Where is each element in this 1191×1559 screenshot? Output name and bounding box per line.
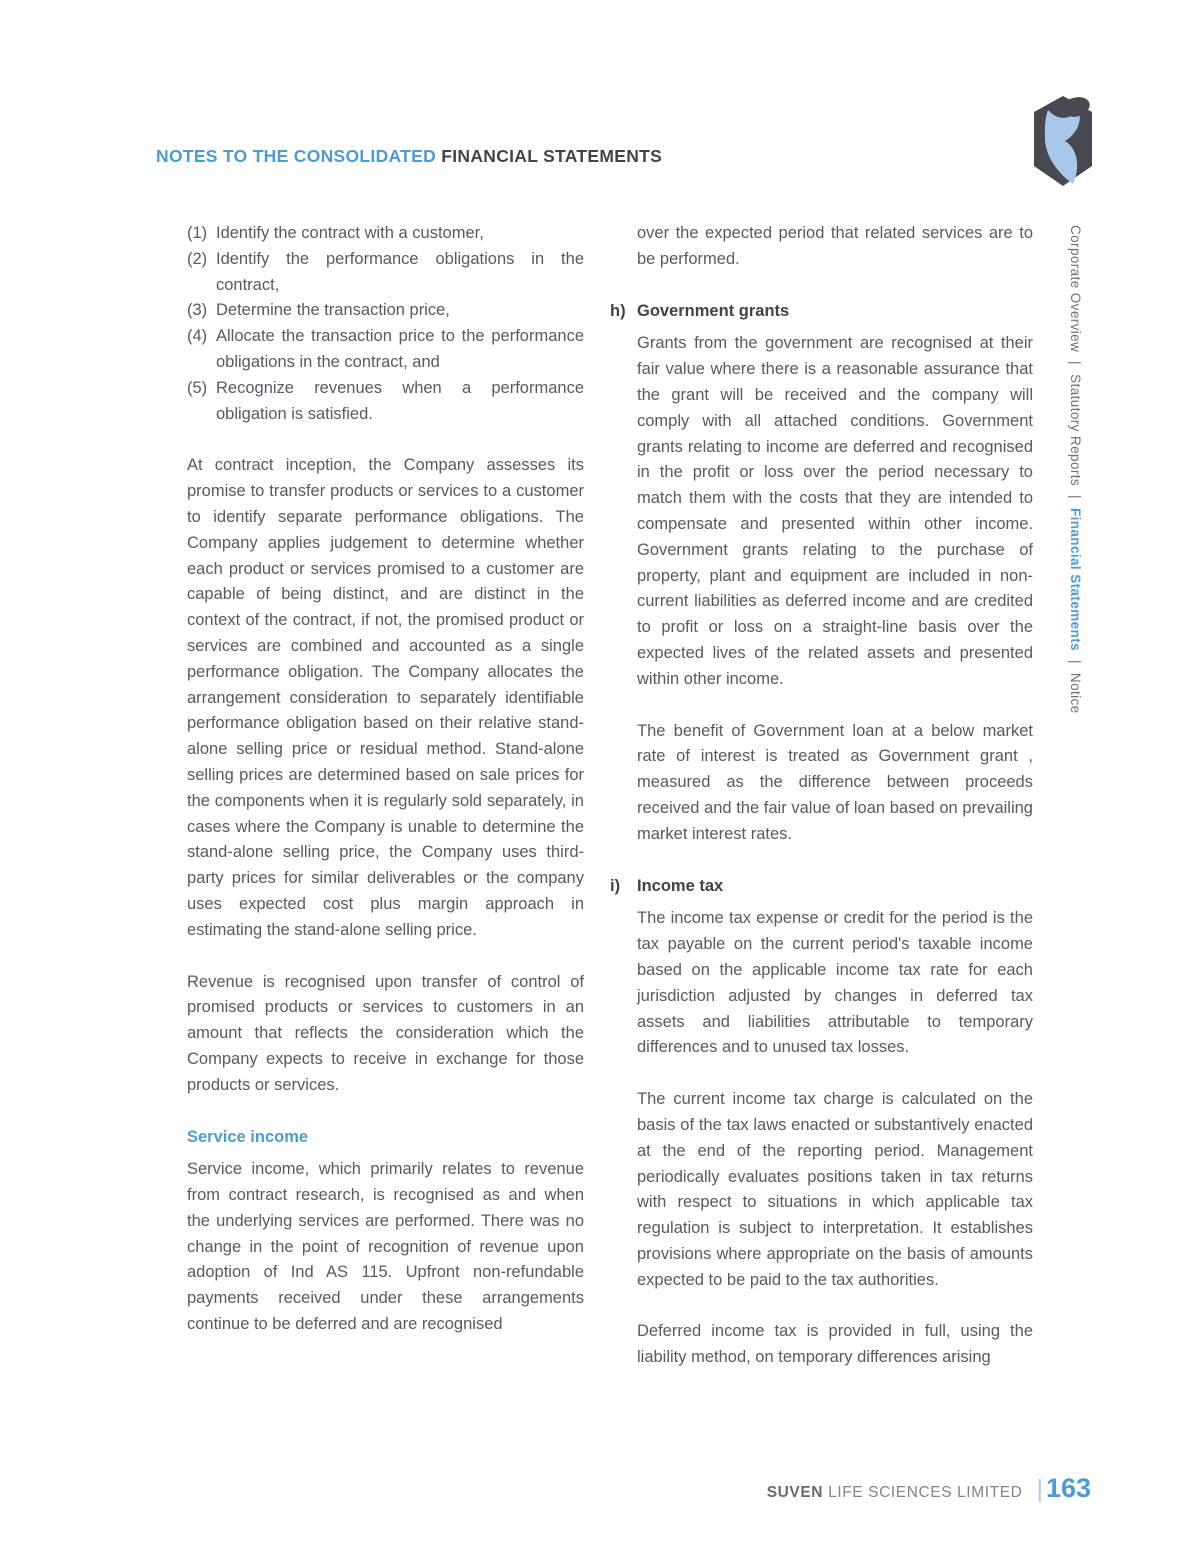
sidebar-item-financial-statements: Financial Statements bbox=[1068, 507, 1083, 651]
paragraph-grants: Grants from the government are recognised at their fair value where there is a reasonable assurance that the grant will be received and the company will comply with all attached conditions. Government grants relating to income are deferred and recognised in the profit or loss over the period necessary to match them with the costs that they are intended to compensate and presented within other income. Government grants relating to the purchase of property, plant and equipment are included in non-current liabilities as deferred income and are credited to profit or loss on a straight-line basis over the expected lives of the related assets and presented within other income. bbox=[637, 334, 1033, 688]
section-heading-label: Income tax bbox=[637, 876, 724, 895]
section-body-government-grants bbox=[610, 331, 1033, 847]
list-item-text: Identify the contract with a customer, bbox=[216, 224, 484, 242]
paragraph-revenue-recognition: Revenue is recognised upon transfer of control of promised products or services to customers in an amount that reflects the consideration which the Company expects to receive in exchange for those products or services. bbox=[187, 972, 584, 1094]
sidebar-separator: | bbox=[1068, 660, 1083, 664]
list-item bbox=[187, 221, 584, 247]
sidebar-separator: | bbox=[1068, 361, 1083, 366]
paragraph-contract-inception: At contract inception, the Company assesses its promise to transfer products or services to a customer to identify separate performance obligations. The Company applies judgement to determine whether each product or services promised to a customer are capable of being distinct, and are distinct in the context of the contract, if not, the promised product or services are combined and accounted as a single performance obligation. The Company allocates the arrangement consideration to separately identifiable performance obligation based on their relative stand-alone selling price or residual method. Stand-alone selling prices are determined based on sale prices for the components when it is regularly sold separately, in cases where the Company is unable to determine the stand-alone selling price, the Company uses third-party prices for similar deliverables or the company uses expected cost plus margin approach in estimating the stand-alone selling price. bbox=[187, 456, 584, 939]
sidebar-separator: | bbox=[1068, 495, 1083, 499]
section-heading-income-tax bbox=[610, 874, 1033, 900]
page-number: 163 bbox=[1045, 1473, 1091, 1503]
section-letter: i) bbox=[610, 876, 621, 895]
list-item bbox=[187, 298, 584, 324]
paragraph-current-tax: The current income tax charge is calculated on the basis of the tax laws enacted or substantively enacted at the end of the reporting period. Management periodically evaluates positions taken in tax returns with respect to situations in which applicable tax regulation is subject to interpretation. It establishes provisions where appropriate on the basis of amounts expected to be paid to the tax authorities. bbox=[637, 1090, 1033, 1289]
list-item-number: (1) bbox=[187, 224, 208, 242]
list-item-text: Recognize revenues when a performance obligation is satisfied. bbox=[216, 378, 584, 423]
list-item-text: Allocate the transaction price to the performance obligations in the contract, and bbox=[216, 327, 584, 371]
sidebar-item-statutory-reports: Statutory Reports bbox=[1068, 374, 1083, 487]
left-text-column bbox=[187, 221, 584, 1338]
footer-company-name-light: LIFE SCIENCES LIMITED bbox=[828, 1484, 1023, 1501]
footer-divider: | bbox=[1036, 1475, 1043, 1503]
list-item-text: Determine the transaction price, bbox=[216, 301, 450, 320]
service-income-heading: Service income bbox=[187, 1127, 309, 1146]
right-text-column bbox=[610, 221, 1033, 1371]
list-item-number: (3) bbox=[187, 301, 208, 320]
list-item bbox=[187, 247, 584, 299]
paragraph-carryover: over the expected period that related services are to be performed. bbox=[637, 224, 1033, 268]
suven-logo-icon bbox=[1031, 94, 1095, 188]
list-item-text: Identify the performance obligations in the contract, bbox=[216, 249, 584, 294]
page-title-dark-part: FINANCIAL STATEMENTS bbox=[441, 146, 663, 166]
page-title-blue-part: NOTES TO THE CONSOLIDATED bbox=[156, 146, 442, 166]
section-letter: h) bbox=[610, 301, 626, 320]
paragraph-tax-expense: The income tax expense or credit for the period is the tax payable on the current period's taxable income based on the applicable income tax rate for each jurisdiction adjusted by changes in deferred tax assets and liabilities attributable to temporary differences and to unused tax losses. bbox=[637, 909, 1033, 1057]
sidebar-item-notice: Notice bbox=[1068, 672, 1083, 714]
list-item-number: (5) bbox=[187, 378, 208, 397]
paragraph-deferred-tax: Deferred income tax is provided in full, using the liability method, on temporary differences arising bbox=[637, 1322, 1033, 1367]
paragraph-government-loan: The benefit of Government loan at a below market rate of interest is treated as Government grant , measured as the difference between proceeds received and the fair value of loan based on prevailing market interest rates. bbox=[637, 721, 1033, 843]
list-item-number: (2) bbox=[187, 249, 208, 268]
section-heading-label: Government grants bbox=[637, 301, 790, 320]
revenue-steps-list bbox=[187, 221, 584, 427]
page-title bbox=[156, 146, 662, 167]
section-heading-government-grants bbox=[610, 299, 1033, 325]
sidebar-item-corporate-overview: Corporate Overview bbox=[1068, 225, 1083, 353]
page-footer bbox=[0, 1473, 1091, 1504]
list-item-number: (4) bbox=[187, 327, 208, 346]
footer-company-name-bold: SUVEN bbox=[766, 1484, 824, 1501]
list-item bbox=[187, 324, 584, 376]
paragraph-service-income: Service income, which primarily relates to revenue from contract research, is recognised as and when the underlying services are performed. There was no change in the point of recognition of revenue upon adoption of Ind AS 115. Upfront non-refundable payments received under these arrangements continue to be deferred and are recognised bbox=[187, 1160, 584, 1334]
section-nav-sidebar bbox=[1068, 225, 1083, 714]
list-item bbox=[187, 376, 584, 428]
section-body-income-tax bbox=[610, 906, 1033, 1371]
